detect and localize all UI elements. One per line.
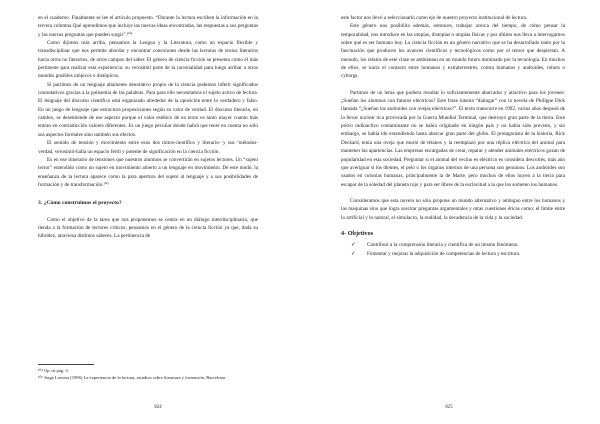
paragraph: Es en ese itinerario de tensiones que nuestros alumnos se convertirán en sujetos lectores. Un “sujeto lector” entendido como un sujeto en movimiento abierto a un lenguaje en movimiento. De este modo, la enseñanza de la lectura aparece como la para apertura del sujeto al lenguaje y a sus posibilidades de formación y de transformación.¹⁰⁵	[38, 156, 258, 188]
section-heading: 4- Objetivos	[341, 229, 374, 237]
footnotes	[38, 364, 258, 382]
paragraph: Este género nos posibilita además, entonces, trabajar acerca del tiempo, de cómo pensar la temporalidad, nos introduce en las utopías, distopías o utopías físicas y por último nos lleva a interrogarnos sobre qué es ser humano hoy. La ciencia ficción es un género narrativo que se ha desarrollado tanto por la fascinación que producen los avances científicos y tecnológicos como por el temor que despiertan. A menudo, los relatos de este clase se ambientan en un mundo futuro dominado por la tecnología. En muchos de ellos, se narra el contacto entre humanos y extraterrestres, contra humanos y androides, robots o cyborgs.	[341, 23, 565, 80]
list-item-text: Fomentar y mejorar la adquisición de competencias de lectura y escritura.	[367, 250, 521, 257]
paragraph: El sentido de tensión y movimiento entre esos dos mitos-científico y literario- y sus ‘métodos-verdad, verosímil-halla un espacio fértil y potente de significación en la ciencia ficción.	[38, 140, 258, 155]
paragraph: Si partimos de un lenguaje altamente denotativo propio de la ciencia podemos inferir significados connotativos gracias a la polisemia de las palabras. Para para ello necesitamos el sujeto activo de lectura. El lenguaje del discurso científico está organizado alrededor de la oposición entre lo verdadero y falso. En un juego de lenguaje que estructura proposiciones según su valor de verdad. El discurso literario, en cambio, se desentiende de ese aspecto porque el valor estético de un texto es tanto mayor cuanto más entran en contradicción valores diferentes. Es un juego peculiar donde habrá que tener en cuenta no sólo sus aspectos formales sino también sus efectos.	[38, 81, 258, 138]
footnote-rule	[38, 364, 94, 365]
footnote: ¹⁰⁴ Op cit pág. 3.	[38, 368, 69, 373]
paragraph: Como dijimos más arriba, pensamos la Lengua y la Literatura, como un espacio flexible y transdisciplinar que nos permite abordar y encontrar conexiones desde las lecturas de textos literarios hacia otros no literarios, de otros campos del saber. El género de ciencia ficción se presenta como el más pertinente para realizar esta experiencia: su verosímil parte de la racionalidad para luego arribar a otros mundos posibles utópicos o distópicos.	[38, 40, 258, 80]
paragraph: Consideramos que esta novela no sólo propone un mundo alternativo y ambiguo entre los humanos y las máquinas sino que logra suscitar preguntas argumentales y otras cuestiones éticas como: el límite entre lo artificial y lo natural, el simulacro, la realidad, la decadencia de la vida y la sociedad.	[341, 197, 565, 221]
right-page	[300, 0, 600, 424]
page-number: 825	[445, 405, 453, 410]
checkmark-icon: ✓	[351, 242, 356, 249]
list-item	[351, 250, 565, 258]
paragraph: Partimos de un lema que pudiera resultar lo suficientemente abarcador y atractivo para los jóvenes: ¿Sueñan los alumnos con futuros eléctricos? Este frase intenta “dialogar” con la novela de Philippe Dick llamada “¿Sueñan los androides con ovejas eléctricas?”. El texto transcurre en 1992, varios años después de la llevar nuclear tica provocada por la Guerra Mundial Terminal, que destruyó gran parte de la tierra. Este polvo radioactivo contaminante no se había originado en ningún país y no había sido previsto, y sin embargo, se había ido extendiendo hasta abarcar gran parte del globo. El protagonista de la historia, Rick Deckard, tenía una oveja que murió de tétanos y la reemplazó por una réplica eléctrica del animal para mantener las apariencias. Las empresas encargadas de crear, reparar y atender animales eléctricos gozan de popularidad en esta sociedad. Preguntar si el animal del vecino es eléctrico es considera descortés, más aún que averiguar si los dientes, el pelo o los órganos internos de una persona son genuinos. Los androides son usados en colonias humanas, principalmente la de Marte, pero muchos de ellos huyen a la tierra para escapar de la soledad del planeta rojo y para ser libres de la esclavitud a la que los someten los humanos.	[341, 89, 565, 188]
left-page-body	[38, 14, 258, 241]
right-page-body	[341, 14, 565, 258]
objectives-list	[341, 241, 565, 258]
page-number: 824	[154, 405, 162, 410]
footnote: ¹⁰⁵ Jorge Larrosa (1996) La experiencia de la lectura, estudios sobre literatura y formación, Barcelona.	[38, 374, 227, 380]
section-heading: 3. ¿Cómo construimos el proyecto?	[38, 200, 122, 207]
checkmark-icon: ✓	[351, 250, 356, 257]
list-item	[351, 241, 565, 249]
paragraph: Como el objetivo de la tarea que nos proponemos se centra en un diálogo interdisciplinario, que tienda a la formación de lectores críticos, pensamos en el género de la ciencia ficción ya que, dada su hibridez, atraviesa distintos saberes. La pertinencia de	[38, 216, 258, 240]
paragraph: este factor nos llevó a seleccionarlo como eje de nuestro proyecto institucional de lectura.	[341, 15, 528, 21]
paragraph: en el cuaderno. Finalmente se lee el artículo propuesto. “Durante la lectura escriben la información en la tercera columna Qué aprendimos-que incluye las nuevas ideas encontradas, las respuestas a sus preguntas y las nuevas preguntas que pueden surgir”.¹⁰⁴	[38, 15, 258, 38]
list-item-text: Contribuir a la comprensión literaria y científica de un mismo fenómeno.	[367, 242, 519, 249]
